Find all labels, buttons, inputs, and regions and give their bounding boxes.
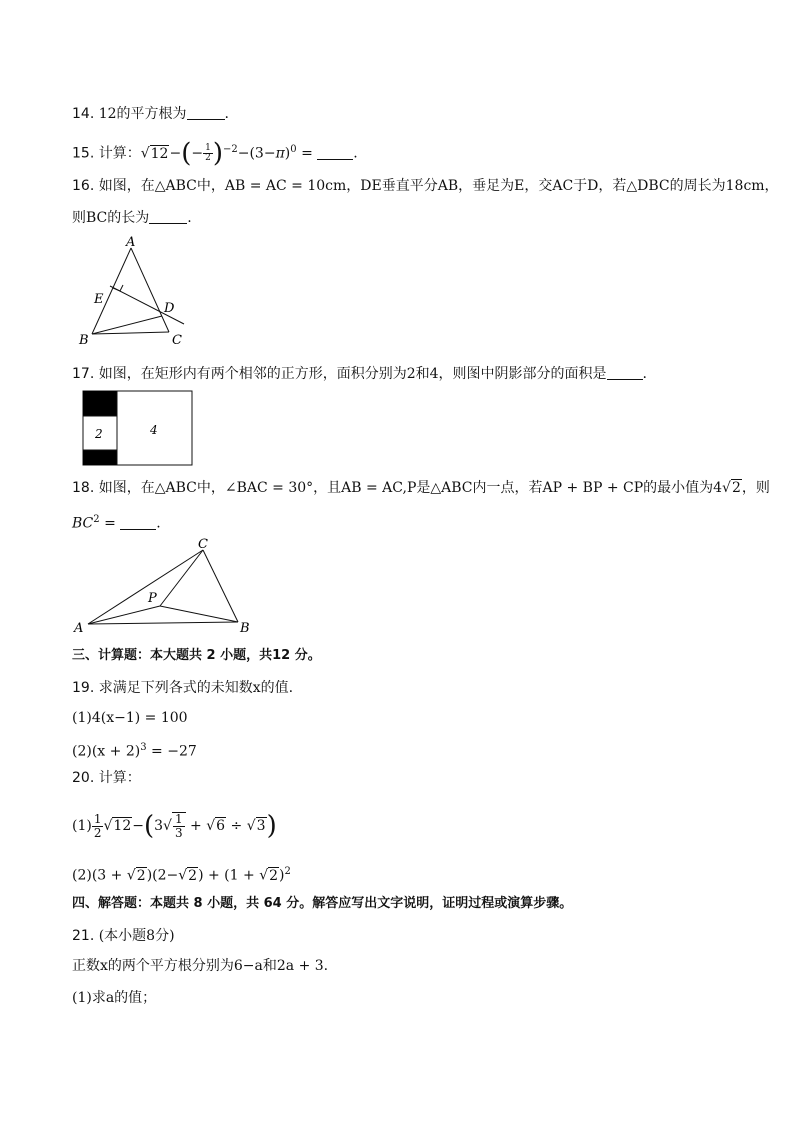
- triangle-abc-figure: [76, 234, 192, 346]
- question-14: [72, 104, 229, 124]
- label-p: P: [148, 591, 157, 606]
- label-b: B: [240, 621, 250, 636]
- numerator: 1: [93, 811, 102, 826]
- question-number: 17.: [72, 366, 95, 382]
- question-18-line-1: [72, 478, 770, 498]
- punct: .: [642, 366, 647, 382]
- question-number: 14.: [72, 106, 95, 122]
- exponent: 0: [290, 144, 297, 155]
- sqrt-radicand: 2: [731, 480, 741, 496]
- expression: = −27: [146, 743, 197, 760]
- question-21: [72, 926, 175, 946]
- label-d: D: [164, 301, 175, 316]
- question-18-line-2: [72, 510, 161, 534]
- operator: −: [132, 818, 144, 834]
- sqrt-radicand: 3: [256, 818, 266, 834]
- sqrt-radicand: 12: [150, 145, 169, 162]
- expression: −(3−: [237, 145, 276, 162]
- operator: +: [185, 818, 207, 834]
- rectangle-squares-figure: [82, 390, 194, 468]
- label-a: A: [126, 235, 136, 250]
- question-text: 计算：: [98, 770, 141, 786]
- label-e: E: [94, 292, 104, 307]
- question-number: 18.: [72, 480, 95, 496]
- numerator: 1: [174, 812, 183, 826]
- numerator: 1: [205, 143, 211, 154]
- question-text: 如图，在△ABC中，AB = AC = 10cm，DE垂直平分AB，垂足为E，交AC于D，若△DBC的周长为18cm，: [98, 178, 779, 194]
- answer-blank[interactable]: [607, 365, 643, 380]
- expression: (2)(x + 2): [72, 743, 141, 760]
- fraction: [203, 144, 213, 163]
- punct: .: [353, 145, 358, 162]
- question-number: 20.: [72, 770, 95, 786]
- question-20: [72, 768, 141, 788]
- question-number: 19.: [72, 680, 95, 696]
- segment-bd: [92, 316, 162, 334]
- equals: =: [296, 145, 318, 162]
- exponent: 2: [93, 514, 100, 525]
- label-a: A: [74, 621, 84, 636]
- answer-blank[interactable]: [187, 105, 225, 120]
- answer-blank[interactable]: [317, 145, 353, 160]
- sqrt-sign: √: [259, 867, 269, 884]
- question-21-part-1: (1)求a的值；: [72, 990, 157, 1006]
- question-21-stem: 正数x的两个平方根分别为6−a和2a + 3.: [72, 958, 329, 974]
- question-19: [72, 678, 293, 698]
- sqrt-radicand: 2: [188, 867, 198, 884]
- pi: π: [275, 145, 285, 162]
- label-b: B: [79, 333, 89, 346]
- sqrt-radicand: 2: [136, 867, 146, 884]
- section-4-heading: 四、解答题：本题共 8 小题，共 64 分。解答应写出文字说明，证明过程或演算步骤。: [72, 896, 573, 911]
- question-number: 16.: [72, 178, 95, 194]
- segment-ap: [88, 606, 160, 624]
- answer-blank[interactable]: [120, 515, 156, 530]
- punct: .: [224, 106, 229, 122]
- denominator: 2: [205, 153, 211, 164]
- question-20-part-2: [72, 862, 291, 886]
- question-text: 如图，在△ABC中，∠BAC = 30°，且AB = AC,P是△ABC内一点，若AP + BP + CP的最小值为4: [98, 480, 723, 496]
- question-19-part-1: (1)4(x−1) = 100: [72, 710, 188, 726]
- question-text: ，则: [741, 480, 770, 496]
- sqrt-sign: √: [722, 480, 731, 496]
- sqrt-sign: √: [126, 867, 136, 884]
- sqrt-sign: √: [206, 818, 216, 834]
- exponent: −2: [222, 144, 238, 155]
- question-text: 求满足下列各式的未知数x的值.: [98, 680, 294, 696]
- side-ac: [88, 550, 203, 624]
- sqrt-sign: √: [140, 145, 150, 162]
- expression: (2)(3 +: [72, 867, 127, 884]
- triangle-abcp-figure: [70, 536, 256, 636]
- sqrt-sign: √: [246, 818, 256, 834]
- segment-bp: [160, 606, 238, 622]
- question-15: [72, 138, 358, 169]
- large-square-area: 4: [150, 423, 158, 437]
- paren: ): [212, 138, 223, 169]
- exponent: 2: [284, 866, 291, 877]
- expression: ): [279, 867, 285, 884]
- paren: ): [284, 145, 291, 162]
- question-17: [72, 364, 647, 384]
- paren: ): [266, 811, 277, 841]
- label-c: C: [172, 333, 182, 346]
- paren: (: [181, 138, 192, 169]
- segment-cp: [160, 550, 203, 606]
- question-text: 则BC的长为: [72, 210, 150, 226]
- side-bc: [92, 332, 169, 334]
- question-20-part-1: [72, 812, 277, 840]
- denominator: 3: [174, 826, 183, 840]
- equals: =: [99, 515, 121, 532]
- question-text: 计算：: [98, 145, 141, 162]
- operator: ÷: [226, 818, 247, 834]
- coefficient: 3: [154, 818, 164, 834]
- paren: (: [143, 811, 155, 841]
- punct: .: [156, 515, 161, 532]
- expression: )(2−: [146, 867, 179, 884]
- answer-blank[interactable]: [149, 209, 187, 224]
- fraction: [172, 812, 186, 840]
- sqrt-sign: √: [178, 867, 188, 884]
- sqrt-radicand: 12: [113, 818, 132, 834]
- question-number: 21.: [72, 928, 95, 944]
- question-text: 如图，在矩形内有两个相邻的正方形，面积分别为2和4，则图中阴影部分的面积是: [98, 366, 607, 382]
- exponent: 3: [140, 742, 147, 753]
- sqrt-sign: √: [163, 818, 172, 834]
- question-number: 15.: [72, 145, 95, 162]
- math-term: BC: [72, 515, 94, 532]
- question-16-line-1: [72, 176, 779, 196]
- question-16-line-2: [72, 208, 192, 228]
- question-19-part-2: [72, 738, 197, 762]
- sqrt-radicand: 2: [269, 867, 279, 884]
- section-3-heading: 三、计算题：本大题共 2 小题，共12 分。: [72, 648, 321, 663]
- side-ab: [92, 248, 131, 334]
- sqrt-radicand: 6: [216, 818, 226, 834]
- small-square-area: 2: [95, 427, 103, 441]
- score-note: (本小题8分): [98, 928, 175, 944]
- denominator: 2: [93, 825, 102, 840]
- expression: ) + (1 +: [198, 867, 260, 884]
- side-ab: [88, 622, 238, 624]
- punct: .: [187, 210, 192, 226]
- side-cb: [203, 550, 238, 622]
- question-text: 12的平方根为: [98, 106, 187, 122]
- part-label: (1): [72, 818, 92, 834]
- sqrt-sign: √: [103, 818, 113, 834]
- label-c: C: [198, 537, 208, 552]
- fraction: [92, 813, 104, 840]
- operator: −: [169, 145, 182, 162]
- operator: −: [191, 145, 204, 162]
